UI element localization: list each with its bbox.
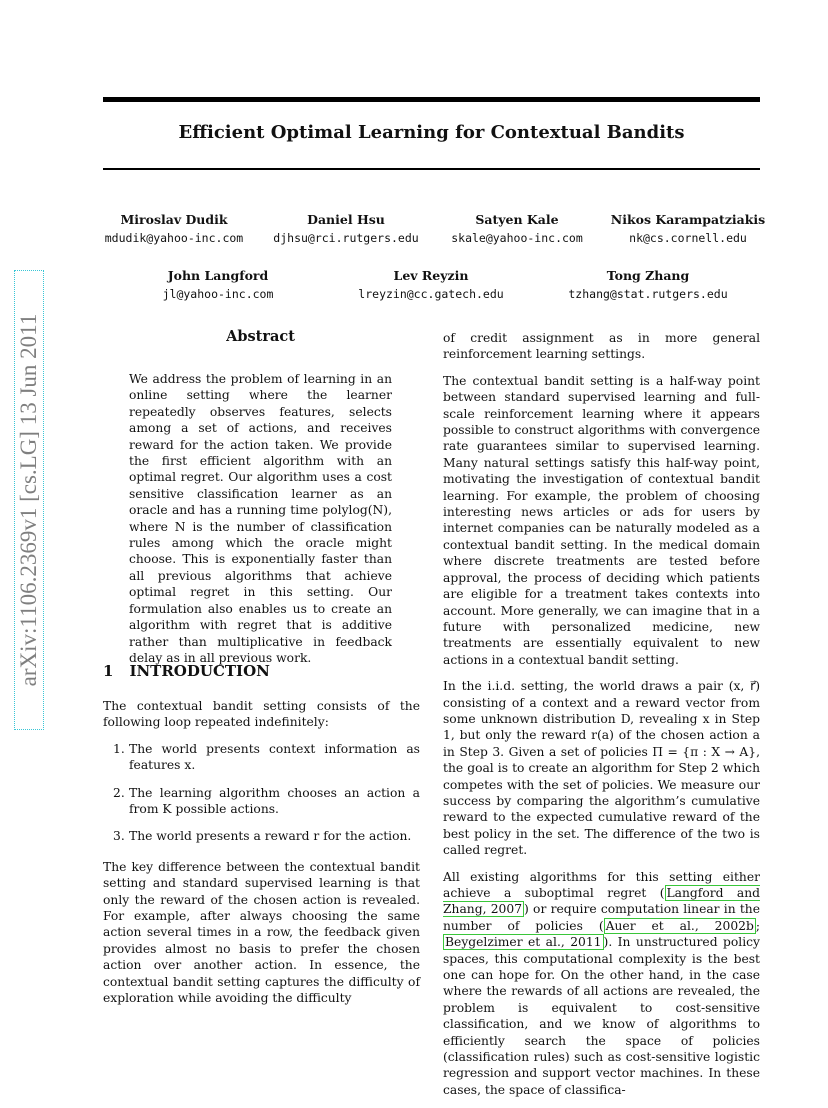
text-run: All existing algorithms for this setting either achieve a suboptimal regret ( xyxy=(443,869,760,900)
author-name: Miroslav Dudik xyxy=(120,212,228,227)
step-number: 3. xyxy=(113,829,125,844)
step-item xyxy=(103,828,420,844)
step-number: 1. xyxy=(113,741,125,756)
step-text: The world presents a reward r for the action. xyxy=(129,829,412,844)
author xyxy=(437,212,597,245)
top-rule xyxy=(103,97,760,102)
step-item xyxy=(103,741,420,774)
text-run: ; xyxy=(755,918,760,933)
author-email: skale@yahoo-inc.com xyxy=(451,231,583,245)
step-item xyxy=(103,785,420,818)
step-text: The learning algorithm chooses an action a from K possible actions. xyxy=(129,785,420,817)
left-column xyxy=(103,698,420,1017)
author xyxy=(341,268,521,301)
author-email: djhsu@rci.rutgers.edu xyxy=(273,231,419,245)
citation-link[interactable]: Auer et al., 2002b xyxy=(605,918,754,933)
text-run: ) or require computation linear in the number of policies ( xyxy=(443,902,761,933)
right-column xyxy=(443,330,760,1108)
author-name: Tong Zhang xyxy=(606,268,690,283)
title-rule xyxy=(103,168,760,170)
arxiv-identifier: arXiv:1106.2369v1 [cs.LG] 13 Jun 2011 xyxy=(16,313,41,687)
author-email: jl@yahoo-inc.com xyxy=(162,287,274,301)
author-name: Satyen Kale xyxy=(475,212,559,227)
paper-title: Efficient Optimal Learning for Contextual Bandits xyxy=(178,122,685,143)
section-title: INTRODUCTION xyxy=(129,662,270,680)
abstract-text: We address the problem of learning in an online setting where the learner repeatedly observes features, selects among a set of actions, and receives reward for the action taken. We provide the first efficient algorithm with an optimal regret. Our algorithm uses a cost sensitive classification learner as an oracle and has a running time polylog(N), where N is the number of classification rules among which the oracle might choose. This is exponentially faster than all previous algorithms that achieve optimal regret in this setting. Our formulation also enables us to create an algorithm with regret that is additive rather than multiplicative in feedback delay as in all previous work. xyxy=(129,372,392,665)
author xyxy=(138,268,298,301)
author-email: nk@cs.cornell.edu xyxy=(629,231,747,245)
author xyxy=(553,268,743,301)
intro-paragraph: The key difference between the contextual bandit setting and standard supervised learning is that only the reward of the chosen action is revealed. For example, after always choosing the same action several times in a row, the feedback given provides almost no basis to prefer the chosen action over another action. In essence, the contextual bandit setting captures the difficulty of exploration while avoiding the difficulty xyxy=(103,859,420,1006)
citation-link[interactable]: Langford and Zhang, 2007 xyxy=(443,886,760,917)
section-heading xyxy=(103,662,270,680)
intro-paragraph: The contextual bandit setting consists of the following loop repeated indefinitely: xyxy=(103,699,420,730)
author-email: tzhang@stat.rutgers.edu xyxy=(568,287,728,301)
author xyxy=(266,212,426,245)
citation-link[interactable]: Beygelzimer et al., 2011 xyxy=(445,935,602,950)
loop-steps xyxy=(103,741,420,845)
abstract-body xyxy=(129,371,392,676)
author-name: Daniel Hsu xyxy=(307,212,385,227)
body-paragraph: of credit assignment as in more general reinforcement learning settings. xyxy=(443,331,760,362)
section-number: 1 xyxy=(103,662,114,680)
body-paragraph: The contextual bandit setting is a half-way point between standard supervised learning and full-scale reinforcement learning where it appears possible to construct algorithms with convergence rate guarantees similar to supervised learning. Many natural settings satisfy this half-way point, motivating the investigation of contextual bandit learning. For example, the problem of choosing interesting news articles or ads for users by internet companies can be naturally modeled as a contextual bandit setting. In the medical domain where discrete treatments are tested before approval, the process of deciding which patients are eligible for a treatment takes contexts into account. More generally, we can imagine that in a future with personalized medicine, new treatments are essentially equivalent to new actions in a contextual bandit setting. xyxy=(443,373,760,667)
abstract-heading: Abstract xyxy=(226,328,295,345)
author-email: lreyzin@cc.gatech.edu xyxy=(358,287,504,301)
step-number: 2. xyxy=(113,785,125,800)
body-paragraph xyxy=(443,869,760,1099)
step-text: The world presents context information as features x. xyxy=(129,741,420,773)
author xyxy=(608,212,768,245)
arxiv-stamp[interactable] xyxy=(14,270,44,730)
text-run: ). In unstructured policy spaces, this computational complexity is the best one can hope for. On the other hand, in the case where the rewards of all actions are revealed, the problem is equivalent to cost-sensitive classification, and we know of algorithms to efficiently search the space of policies (classification rules) such as cost-sensitive logistic regression and support vector machines. In these cases, the space of classifica- xyxy=(443,935,760,1097)
author-name: John Langford xyxy=(167,268,269,283)
author-email: mdudik@yahoo-inc.com xyxy=(104,231,244,245)
author-name: Nikos Karampatziakis xyxy=(610,212,766,227)
author xyxy=(94,212,254,245)
body-paragraph: In the i.i.d. setting, the world draws a pair (x, r⃗) consisting of a context and a reward vector from some unknown distribution D, revealing x in Step 1, but only the reward r(a) of the chosen action a in Step 3. Given a set of policies Π = {π : X → A}, the goal is to create an algorithm for Step 2 which competes with the set of policies. We measure our success by comparing the algorithm’s cumulative reward to the expected cumulative reward of the best policy in the set. The difference of the two is called regret. xyxy=(443,679,760,858)
author-name: Lev Reyzin xyxy=(393,268,469,283)
